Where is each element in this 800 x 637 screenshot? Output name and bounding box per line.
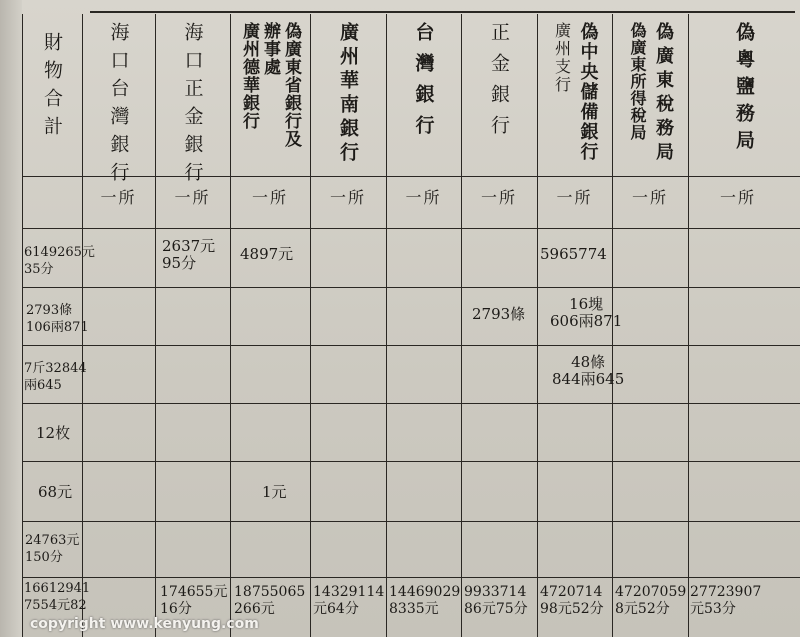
count-cell: 一所 <box>405 188 442 207</box>
header-line: 海口正金銀行 <box>181 22 204 190</box>
header-line: 正金銀行 <box>488 22 510 146</box>
header-line: 偽廣東稅務局 <box>653 22 674 166</box>
grid-line <box>22 345 800 346</box>
header-line: 偽廣東所得稅局 <box>628 22 647 141</box>
total-cell: 7斤32844 兩645 <box>24 361 87 393</box>
header-line: 海口台灣銀行 <box>107 22 130 190</box>
value-cell: 14329114 元64分 <box>313 584 385 617</box>
value-cell: 5965774 <box>540 245 607 263</box>
value-cell: 27723907 元53分 <box>690 584 762 617</box>
header-line: 廣州德華銀行 <box>239 22 259 130</box>
value-cell: 14469029 8335元 <box>389 584 461 617</box>
table-top-border <box>90 11 795 13</box>
grid-line <box>22 403 800 404</box>
header-tax-bureau <box>612 22 688 172</box>
value-cell: 2637元 95分 <box>162 237 216 272</box>
header-line: 廣州華南銀行 <box>337 22 359 166</box>
header-yokohama-specie <box>461 22 537 172</box>
count-cell: 一所 <box>100 188 137 207</box>
header-line: 廣州支行 <box>552 22 572 94</box>
watermark: copyright www.kenyung.com <box>30 616 259 632</box>
header-line: 偽粵鹽務局 <box>733 22 755 157</box>
total-cell: 12枚 <box>36 424 71 442</box>
value-cell: 47207059 8元52分 <box>615 584 687 617</box>
value-cell: 174655元 16分 <box>160 584 228 617</box>
grid-line <box>22 176 800 177</box>
value-cell: 2793條 <box>472 305 526 323</box>
total-cell: 6149265元 35分 <box>24 245 95 277</box>
grid-line <box>22 287 800 288</box>
count-cell: 一所 <box>329 188 366 207</box>
header-hainan-yokohama-specie <box>155 22 230 190</box>
value-cell: 16塊 606兩871 <box>550 295 623 330</box>
header-line: 偽廣東省銀行及 <box>281 22 301 148</box>
count-cell: 一所 <box>174 188 211 207</box>
grid-line <box>22 228 800 229</box>
header-line: 財物合計 <box>41 32 63 144</box>
value-cell: 4897元 <box>240 245 294 263</box>
header-total <box>22 32 82 182</box>
count-cell: 一所 <box>719 188 756 207</box>
count-cell: 一所 <box>631 188 668 207</box>
value-cell: 48條 844兩645 <box>552 353 625 388</box>
value-cell: 18755065 266元 <box>234 584 306 617</box>
grid-line <box>22 577 800 578</box>
header-salt-bureau <box>688 22 800 172</box>
total-cell: 24763元 150分 <box>25 533 80 565</box>
header-hainan-taiwan-bank <box>82 22 155 190</box>
header-guangzhou-huanan-bank <box>310 22 386 172</box>
header-line: 偽中央儲備銀行 <box>577 22 599 162</box>
total-cell: 68元 <box>38 483 73 501</box>
value-cell: 1元 <box>262 483 287 501</box>
count-cell: 一所 <box>480 188 517 207</box>
header-central-reserve-bank <box>537 22 612 172</box>
grid-line <box>22 521 800 522</box>
header-taiwan-bank <box>386 22 461 172</box>
header-line: 台灣銀行 <box>412 22 435 146</box>
header-line: 辦事處 <box>260 22 280 76</box>
header-guangdong-bank <box>230 22 310 172</box>
grid-line <box>22 461 800 462</box>
count-cell: 一所 <box>556 188 593 207</box>
total-cell: 2793條 106兩871 <box>26 303 89 335</box>
value-cell: 4720714 98元52分 <box>540 584 604 617</box>
count-cell: 一所 <box>251 188 288 207</box>
total-cell: 16612941 7554元82 <box>24 581 91 613</box>
value-cell: 9933714 86元75分 <box>464 584 528 617</box>
page-binding-edge <box>0 0 22 637</box>
